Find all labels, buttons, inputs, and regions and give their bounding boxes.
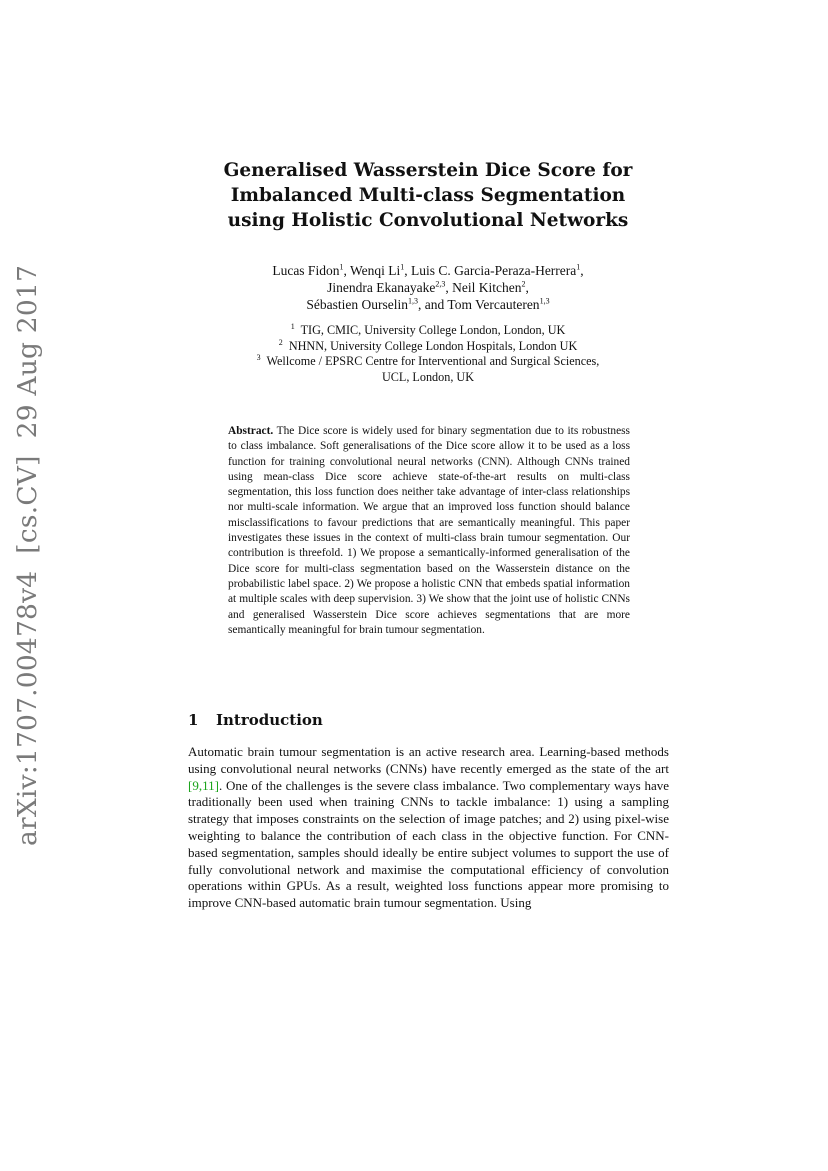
affiliation-line xyxy=(150,339,706,355)
author-affiliation-mark: 2,3 xyxy=(435,279,446,289)
section-number: 1 xyxy=(188,711,199,729)
author-affiliation-mark: 2 xyxy=(521,279,526,289)
author-affiliation-mark: 1,3 xyxy=(408,296,419,306)
author-name: Tom Vercauteren xyxy=(447,297,540,312)
author-affiliation-mark: 1,3 xyxy=(539,296,550,306)
title-line: Generalised Wasserstein Dice Score for xyxy=(223,160,633,181)
author-affiliation-mark: 1 xyxy=(400,262,405,272)
affiliation-mark: 2 xyxy=(278,337,283,347)
affiliation-line xyxy=(150,323,706,339)
arxiv-id: arXiv:1707.00478v4 xyxy=(12,570,43,846)
author-name: Neil Kitchen xyxy=(452,280,522,295)
intro-text: Automatic brain tumour segmentation is an active research area. Learning-based methods using convolutional neural networks (CNNs) have recently emerged as the state of the art xyxy=(188,744,669,776)
section-heading xyxy=(188,711,323,729)
affiliation-mark: 3 xyxy=(256,353,261,363)
title-line: using Holistic Convolutional Networks xyxy=(227,210,629,231)
author-connector: and xyxy=(424,297,445,312)
arxiv-date: 29 Aug 2017 xyxy=(12,264,43,439)
author-name: Lucas Fidon xyxy=(272,263,340,278)
author-name: Sébastien Ourselin xyxy=(306,297,409,312)
affiliation-line xyxy=(150,354,706,370)
abstract-label: Abstract. xyxy=(228,425,274,437)
author-list: Lucas Fidon$^1$, Wenqi Li$^1$, Luis C. Garcia-Peraza-Herrera$^1$, Jinendra Ekanayake$^{2,3}$, Neil Kitchen$^2$, Sébastien Ourselin$^{1,3}$, and Tom Vercauteren$^{1,3}$ xyxy=(272,262,584,312)
section-title: Introduction xyxy=(216,711,323,729)
intro-text: . One of the challenges is the severe class imbalance. Two complementary ways have traditionally been used when training CNNs to tackle imbalance: 1) using a sampling strategy that imposes constraints on the selection of image patches; and 2) using pixel-wise weighting to balance the contribution of each class in the objective function. For CNN-based segmentation, samples should ideally be entire subject volumes to support the use of fully convolutional network and maximise the computational efficiency of convolution operations within GPUs. As a result, weighted loss functions appear more promising to improve CNN-based automatic brain tumour segmentation. Using xyxy=(188,777,669,911)
author-affiliation-mark: 1 xyxy=(576,262,581,272)
author-name: Wenqi Li xyxy=(349,263,401,278)
citation-link[interactable]: [9,11] xyxy=(188,777,219,793)
arxiv-identifier-stamp xyxy=(12,248,43,846)
author-name: Luis C. Garcia-Peraza-Herrera xyxy=(411,263,577,278)
affiliation-mark: 1 xyxy=(290,321,295,331)
affiliation-list xyxy=(150,323,706,386)
introduction-paragraph xyxy=(188,744,669,912)
affiliation-text: TIG, CMIC, University College London, London, UK xyxy=(300,323,566,337)
affiliation-line: UCL, London, UK xyxy=(381,370,475,385)
abstract-text: The Dice score is widely used for binary segmentation due to its robustness to class imbalance. Soft generalisations of the Dice score allow it to be used as a loss function for training convolutional neural networks (CNN). Although CNNs trained using mean-class Dice score achieve state-of-the-art results on multi-class segmentation, this loss function does neither take advantage of inter-class relationships nor multi-scale information. We argue that an improved loss function should balance misclassifications to favour predictions that are semantically meaningful. This paper investigates these issues in the context of multi-class brain tumour segmentation. Our contribution is threefold. 1) We propose a semantically-informed generalisation of the Dice score for multi-class segmentation based on the Wasserstein distance on the probabilistic label space. 2) We propose a holistic CNN that embeds spatial information at multiple scales with deep supervision. 3) We show that the joint use of holistic CNNs and generalised Wasserstein Dice score achieves segmentations that are more semantically meaningful for brain tumour segmentation. xyxy=(228,425,630,636)
affiliation-text: Wellcome / EPSRC Centre for Interventional and Surgical Sciences, xyxy=(266,354,600,369)
title-line: Imbalanced Multi-class Segmentation xyxy=(230,185,626,206)
author-affiliation-mark: 1 xyxy=(339,262,344,272)
paper-title xyxy=(150,158,706,233)
affiliation-text: NHNN, University College London Hospitals, London UK xyxy=(288,338,578,353)
abstract xyxy=(228,424,630,638)
author-name: Jinendra Ekanayake xyxy=(327,280,436,295)
arxiv-category: [cs.CV] xyxy=(12,455,43,554)
